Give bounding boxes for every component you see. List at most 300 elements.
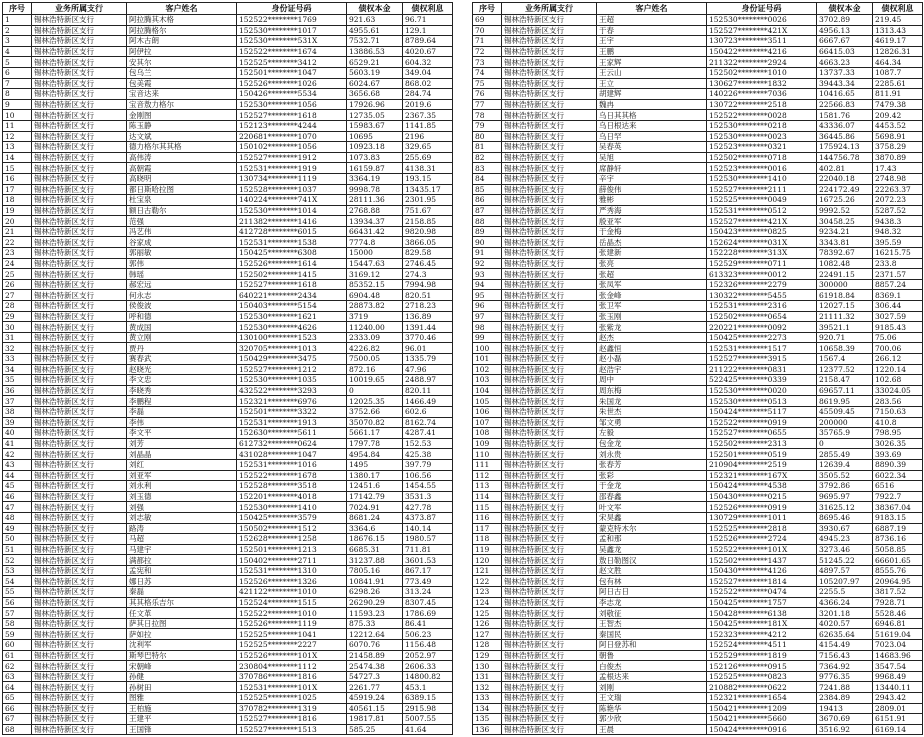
row-id-number: 152630********5611	[237, 428, 347, 439]
row-principal: 3930.67	[817, 523, 873, 534]
row-branch: 锡林浩特新区支行	[32, 311, 127, 322]
row-customer-name: 乌日罕	[597, 131, 707, 142]
row-id-number: 130722********2518	[707, 99, 817, 110]
row-principal: 45919.24	[347, 693, 403, 704]
row-customer-name: 吴鑫龙	[597, 544, 707, 555]
row-principal: 9776.35	[817, 671, 873, 682]
row-principal: 3343.81	[817, 237, 873, 248]
row-branch: 锡林浩特新区支行	[32, 512, 127, 523]
row-seq: 104	[473, 385, 502, 396]
row-id-number: 421122********1010	[237, 587, 347, 598]
row-seq: 32	[3, 343, 32, 354]
row-id-number: 130627********1832	[707, 78, 817, 89]
row-customer-name: 朝鲁	[597, 650, 707, 661]
row-id-number: 152522********0474	[707, 587, 817, 598]
row-customer-name: 孙树田	[127, 682, 237, 693]
row-principal: 3656.68	[347, 89, 403, 100]
row-branch: 锡林浩特新区支行	[502, 301, 597, 312]
row-id-number: 150403********5154	[237, 301, 347, 312]
row-interest: 397.79	[403, 459, 453, 470]
row-seq: 82	[473, 152, 502, 163]
row-interest: 1454.55	[403, 481, 453, 492]
row-principal: 3516.92	[817, 724, 873, 735]
row-principal: 15447.63	[347, 258, 403, 269]
table-row	[473, 99, 923, 110]
table-row	[3, 714, 453, 725]
row-interest: 86.41	[403, 618, 453, 629]
row-interest: 751.67	[403, 205, 453, 216]
row-branch: 锡林浩特新区支行	[32, 89, 127, 100]
table-row	[473, 428, 923, 439]
row-principal: 12212.64	[347, 629, 403, 640]
row-branch: 锡林浩特新区支行	[502, 396, 597, 407]
row-principal: 35765.9	[817, 428, 873, 439]
row-customer-name: 范强	[127, 216, 237, 227]
row-seq: 72	[473, 46, 502, 57]
row-id-number: 152502********1010	[707, 67, 817, 78]
row-id-number: 152530********4626	[237, 322, 347, 333]
row-id-number: 150423********0825	[707, 226, 817, 237]
table-row	[473, 89, 923, 100]
row-branch: 锡林浩特新区支行	[502, 534, 597, 545]
row-customer-name: 郭少欣	[597, 714, 707, 725]
row-id-number: 152628********1258	[237, 534, 347, 545]
row-id-number: 150425********6308	[237, 248, 347, 259]
row-branch: 锡林浩特新区支行	[502, 120, 597, 131]
table-row	[3, 671, 453, 682]
row-seq: 30	[3, 322, 32, 333]
row-customer-name: 李鹏程	[127, 396, 237, 407]
row-id-number: 152531********101X	[237, 682, 347, 693]
row-seq: 23	[3, 248, 32, 259]
row-principal: 875.33	[347, 618, 403, 629]
table-row	[3, 703, 453, 714]
table-row	[473, 290, 923, 301]
table-row	[3, 269, 453, 280]
row-interest: 3531.3	[403, 491, 453, 502]
row-id-number: 152525********3412	[237, 57, 347, 68]
table-row	[3, 565, 453, 576]
row-seq: 120	[473, 555, 502, 566]
row-interest: 7994.98	[403, 279, 453, 290]
table-row	[3, 195, 453, 206]
row-id-number: 130729********1011	[707, 512, 817, 523]
row-customer-name: 左毅	[597, 428, 707, 439]
row-interest: 8890.39	[873, 459, 923, 470]
table-row	[473, 693, 923, 704]
row-branch: 锡林浩特新区支行	[502, 618, 597, 629]
row-branch: 锡林浩特新区支行	[32, 714, 127, 725]
row-branch: 锡林浩特新区支行	[502, 693, 597, 704]
row-principal: 6904.48	[347, 290, 403, 301]
row-id-number: 432522********3293	[237, 385, 347, 396]
row-seq: 28	[3, 301, 32, 312]
row-principal: 22040.18	[817, 173, 873, 184]
row-interest: 4373.87	[403, 512, 453, 523]
row-customer-name: 呼和德	[127, 311, 237, 322]
row-customer-name: 李文忠	[127, 375, 237, 386]
row-principal: 2158.47	[817, 375, 873, 386]
table-row	[3, 544, 453, 555]
row-principal: 6667.67	[817, 36, 873, 47]
row-customer-name: 孟根达来	[597, 671, 707, 682]
row-id-number: 152323********4212	[707, 629, 817, 640]
row-customer-name: 郭伟	[127, 258, 237, 269]
row-customer-name: 周中	[597, 375, 707, 386]
row-principal: 10841.91	[347, 576, 403, 587]
row-customer-name: 乌日其其格	[597, 110, 707, 121]
row-seq: 93	[473, 269, 502, 280]
row-interest: 6516	[873, 481, 923, 492]
table-row	[473, 173, 923, 184]
row-seq: 91	[473, 248, 502, 259]
row-branch: 锡林浩特新区支行	[32, 682, 127, 693]
row-seq: 84	[473, 173, 502, 184]
row-branch: 锡林浩特新区支行	[32, 237, 127, 248]
row-principal: 7805.16	[347, 565, 403, 576]
row-customer-name: 包乌兰	[127, 67, 237, 78]
row-interest: 219.45	[873, 15, 923, 26]
table-row	[473, 46, 923, 57]
row-principal: 39521.1	[817, 322, 873, 333]
table-row	[3, 470, 453, 481]
table-row	[473, 152, 923, 163]
table-row	[473, 618, 923, 629]
row-interest: 8789.64	[403, 36, 453, 47]
row-customer-name: 王超	[597, 15, 707, 26]
row-customer-name: 郝宏远	[127, 279, 237, 290]
row-customer-name: 任文革	[127, 608, 237, 619]
row-interest: 33024.05	[873, 385, 923, 396]
row-interest: 7150.63	[873, 406, 923, 417]
row-id-number: 370782********1319	[237, 703, 347, 714]
row-branch: 锡林浩特新区支行	[32, 258, 127, 269]
row-principal: 3364.19	[347, 173, 403, 184]
row-seq: 34	[3, 364, 32, 375]
row-seq: 45	[3, 481, 32, 492]
table-row	[473, 396, 923, 407]
row-branch: 锡林浩特新区支行	[502, 523, 597, 534]
row-interest: 14683.96	[873, 650, 923, 661]
row-interest: 306.44	[873, 301, 923, 312]
row-seq: 18	[3, 195, 32, 206]
row-branch: 锡林浩特新区支行	[502, 406, 597, 417]
row-id-number: 150422********4216	[707, 46, 817, 57]
row-id-number: 211322********2924	[707, 57, 817, 68]
table-row	[3, 396, 453, 407]
row-seq: 117	[473, 523, 502, 534]
row-id-number: 150424********0916	[707, 724, 817, 735]
row-customer-name: 萨其日拉图	[127, 618, 237, 629]
row-id-number: 152522********101X	[707, 544, 817, 555]
row-seq: 11	[3, 120, 32, 131]
row-principal: 2255.5	[817, 587, 873, 598]
row-branch: 锡林浩特新区支行	[502, 332, 597, 343]
row-customer-name: 敖日勒图汉	[597, 555, 707, 566]
row-id-number: 152527********1912	[237, 152, 347, 163]
row-interest: 6887.19	[873, 523, 923, 534]
row-customer-name: 韩瑶	[127, 269, 237, 280]
table-row	[473, 332, 923, 343]
row-principal: 2855.49	[817, 449, 873, 460]
row-interest: 66601.65	[873, 555, 923, 566]
row-id-number: 152525********0823	[707, 671, 817, 682]
row-seq: 109	[473, 438, 502, 449]
row-id-number: 152525********2818	[707, 523, 817, 534]
row-id-number: 152530********0218	[707, 120, 817, 131]
row-principal: 3364.6	[347, 523, 403, 534]
row-branch: 锡林浩特新区支行	[502, 438, 597, 449]
row-interest: 425.38	[403, 449, 453, 460]
header-id-number: 身份证号码	[707, 3, 817, 15]
row-seq: 55	[3, 587, 32, 598]
right-debt-table	[472, 2, 923, 735]
row-id-number: 150426********5534	[237, 89, 347, 100]
row-principal: 66415.03	[817, 46, 873, 57]
row-seq: 92	[473, 258, 502, 269]
row-principal: 7156.43	[817, 650, 873, 661]
row-seq: 47	[3, 502, 32, 513]
row-id-number: 152527********0655	[707, 428, 817, 439]
row-interest: 9183.15	[873, 512, 923, 523]
row-interest: 427.78	[403, 502, 453, 513]
table-row	[473, 608, 923, 619]
row-interest: 3601.53	[403, 555, 453, 566]
row-id-number: 152528********1037	[237, 184, 347, 195]
row-customer-name: 乌日根达来	[597, 120, 707, 131]
row-seq: 98	[473, 322, 502, 333]
row-interest: 349.04	[403, 67, 453, 78]
row-id-number: 152530********0026	[707, 15, 817, 26]
row-customer-name: 于春	[597, 25, 707, 36]
row-seq: 97	[473, 311, 502, 322]
row-principal: 300000	[817, 279, 873, 290]
table-row	[3, 120, 453, 131]
table-row	[473, 661, 923, 672]
row-id-number: 150425********2273	[707, 332, 817, 343]
row-principal: 12451.6	[347, 481, 403, 492]
row-branch: 锡林浩特新区支行	[32, 618, 127, 629]
row-principal: 4945.23	[817, 534, 873, 545]
row-branch: 锡林浩特新区支行	[32, 301, 127, 312]
row-id-number: 152526********1119	[237, 618, 347, 629]
row-principal: 19413	[817, 703, 873, 714]
row-seq: 80	[473, 131, 502, 142]
table-row	[3, 173, 453, 184]
row-seq: 59	[3, 629, 32, 640]
row-branch: 锡林浩特新区支行	[502, 417, 597, 428]
row-principal: 6529.21	[347, 57, 403, 68]
row-branch: 锡林浩特新区支行	[502, 25, 597, 36]
row-id-number: 152531********1913	[237, 417, 347, 428]
row-principal: 62635.64	[817, 629, 873, 640]
row-principal: 4366.24	[817, 597, 873, 608]
table-row	[473, 534, 923, 545]
table-row	[473, 216, 923, 227]
table-row	[473, 523, 923, 534]
row-seq: 31	[3, 332, 32, 343]
row-customer-name: 阿拉腾格尔	[127, 25, 237, 36]
row-branch: 锡林浩特新区支行	[502, 502, 597, 513]
row-seq: 124	[473, 597, 502, 608]
row-customer-name: 宋昊鑫	[597, 512, 707, 523]
table-row	[473, 671, 923, 682]
row-customer-name: 王家辉	[597, 57, 707, 68]
row-id-number: 152526********101X	[237, 650, 347, 661]
row-id-number: 152529********1819	[707, 650, 817, 661]
row-principal: 12025.35	[347, 396, 403, 407]
row-branch: 锡林浩特新区支行	[502, 671, 597, 682]
row-principal: 4226.82	[347, 343, 403, 354]
table-row	[473, 311, 923, 322]
row-principal: 15000	[347, 248, 403, 259]
row-seq: 25	[3, 269, 32, 280]
row-customer-name: 德力格尔其其格	[127, 142, 237, 153]
row-branch: 锡林浩特新区支行	[502, 258, 597, 269]
row-principal: 66431.42	[347, 226, 403, 237]
row-customer-name: 刘永贵	[597, 449, 707, 460]
row-customer-name: 冯艺伟	[127, 226, 237, 237]
row-id-number: 152523********0321	[707, 142, 817, 153]
row-customer-name: 张凤军	[597, 279, 707, 290]
row-branch: 锡林浩特新区支行	[502, 364, 597, 375]
row-interest: 193.15	[403, 173, 453, 184]
row-id-number: 152527********421X	[707, 216, 817, 227]
row-id-number: 152526********1326	[237, 576, 347, 587]
row-interest: 798.95	[873, 428, 923, 439]
row-seq: 3	[3, 36, 32, 47]
row-seq: 15	[3, 163, 32, 174]
row-customer-name: 薛俊伟	[597, 184, 707, 195]
row-branch: 锡林浩特新区支行	[502, 290, 597, 301]
row-principal: 13737.33	[817, 67, 873, 78]
row-principal: 17142.79	[347, 491, 403, 502]
row-principal: 9998.78	[347, 184, 403, 195]
row-customer-name: 刘玉德	[127, 491, 237, 502]
row-branch: 锡林浩特新区支行	[502, 608, 597, 619]
row-interest: 13435.17	[403, 184, 453, 195]
row-interest: 2718.23	[403, 301, 453, 312]
row-customer-name: 李晓秀	[127, 385, 237, 396]
row-id-number: 150102********1056	[237, 142, 347, 153]
row-principal: 17926.96	[347, 99, 403, 110]
table-row	[3, 205, 453, 216]
row-seq: 102	[473, 364, 502, 375]
row-id-number: 152531********2316	[707, 301, 817, 312]
row-principal: 7024.91	[347, 502, 403, 513]
row-id-number: 150425********181X	[707, 618, 817, 629]
row-principal: 175924.13	[817, 142, 873, 153]
row-interest: 41.64	[403, 724, 453, 735]
row-principal: 3719	[347, 311, 403, 322]
table-row	[473, 258, 923, 269]
row-branch: 锡林浩特新区支行	[502, 629, 597, 640]
row-customer-name: 吴春英	[597, 142, 707, 153]
row-id-number: 152501********3322	[237, 406, 347, 417]
table-row	[3, 640, 453, 651]
row-interest: 9968.49	[873, 671, 923, 682]
row-interest: 5287.52	[873, 205, 923, 216]
table-row	[473, 279, 923, 290]
row-seq: 57	[3, 608, 32, 619]
row-principal: 8695.46	[817, 512, 873, 523]
row-principal: 1495	[347, 459, 403, 470]
row-customer-name: 魏冉	[597, 99, 707, 110]
row-customer-name: 王云山	[597, 67, 707, 78]
row-principal: 144756.78	[817, 152, 873, 163]
row-id-number: 210882********0622	[707, 682, 817, 693]
row-seq: 10	[3, 110, 32, 121]
row-principal: 31625.12	[817, 502, 873, 513]
row-interest: 7922.7	[873, 491, 923, 502]
header-principal: 债权本金	[817, 3, 873, 15]
row-branch: 锡林浩特新区支行	[32, 248, 127, 259]
table-row	[3, 184, 453, 195]
row-customer-name: 赵小磊	[597, 354, 707, 365]
row-seq: 46	[3, 491, 32, 502]
row-customer-name: 邵春鑫	[597, 491, 707, 502]
table-row	[3, 78, 453, 89]
row-branch: 锡林浩特新区支行	[32, 25, 127, 36]
table-row	[3, 608, 453, 619]
table-row	[473, 142, 923, 153]
row-id-number: 130734********1119	[237, 173, 347, 184]
row-seq: 100	[473, 343, 502, 354]
row-principal: 19817.81	[347, 714, 403, 725]
table-row	[473, 650, 923, 661]
row-principal: 105207.97	[817, 576, 873, 587]
row-branch: 锡林浩特新区支行	[32, 195, 127, 206]
row-id-number: 640221********2434	[237, 290, 347, 301]
table-row	[473, 248, 923, 259]
row-principal: 21111.32	[817, 311, 873, 322]
row-branch: 锡林浩特新区支行	[502, 46, 597, 57]
table-row	[3, 226, 453, 237]
row-id-number: 150421********1209	[707, 703, 817, 714]
table-row	[3, 152, 453, 163]
row-id-number: 152530********1056	[237, 99, 347, 110]
row-branch: 锡林浩特新区支行	[32, 375, 127, 386]
row-branch: 锡林浩特新区支行	[502, 555, 597, 566]
row-id-number: 152501********1047	[237, 67, 347, 78]
row-principal: 4956.13	[817, 25, 873, 36]
row-branch: 锡林浩特新区支行	[32, 597, 127, 608]
row-customer-name: 赵文胜	[597, 565, 707, 576]
row-seq: 130	[473, 661, 502, 672]
row-interest: 5058.85	[873, 544, 923, 555]
row-customer-name: 高晓明	[127, 173, 237, 184]
table-row	[473, 682, 923, 693]
row-branch: 锡林浩特新区支行	[502, 216, 597, 227]
row-id-number: 130100********1523	[237, 332, 347, 343]
row-principal: 10695	[347, 131, 403, 142]
table-row	[473, 724, 923, 735]
row-branch: 锡林浩特新区支行	[32, 226, 127, 237]
row-seq: 96	[473, 301, 502, 312]
table-row	[473, 322, 923, 333]
row-branch: 锡林浩特新区支行	[502, 470, 597, 481]
table-row	[3, 693, 453, 704]
row-interest: 395.59	[873, 237, 923, 248]
row-customer-name: 陈艳华	[597, 703, 707, 714]
row-branch: 锡林浩特新区支行	[32, 343, 127, 354]
row-seq: 62	[3, 661, 32, 672]
row-id-number: 150502********1512	[237, 523, 347, 534]
row-seq: 136	[473, 724, 502, 735]
row-customer-name: 张紫龙	[597, 322, 707, 333]
table-row	[3, 216, 453, 227]
row-id-number: 150424********4538	[707, 481, 817, 492]
